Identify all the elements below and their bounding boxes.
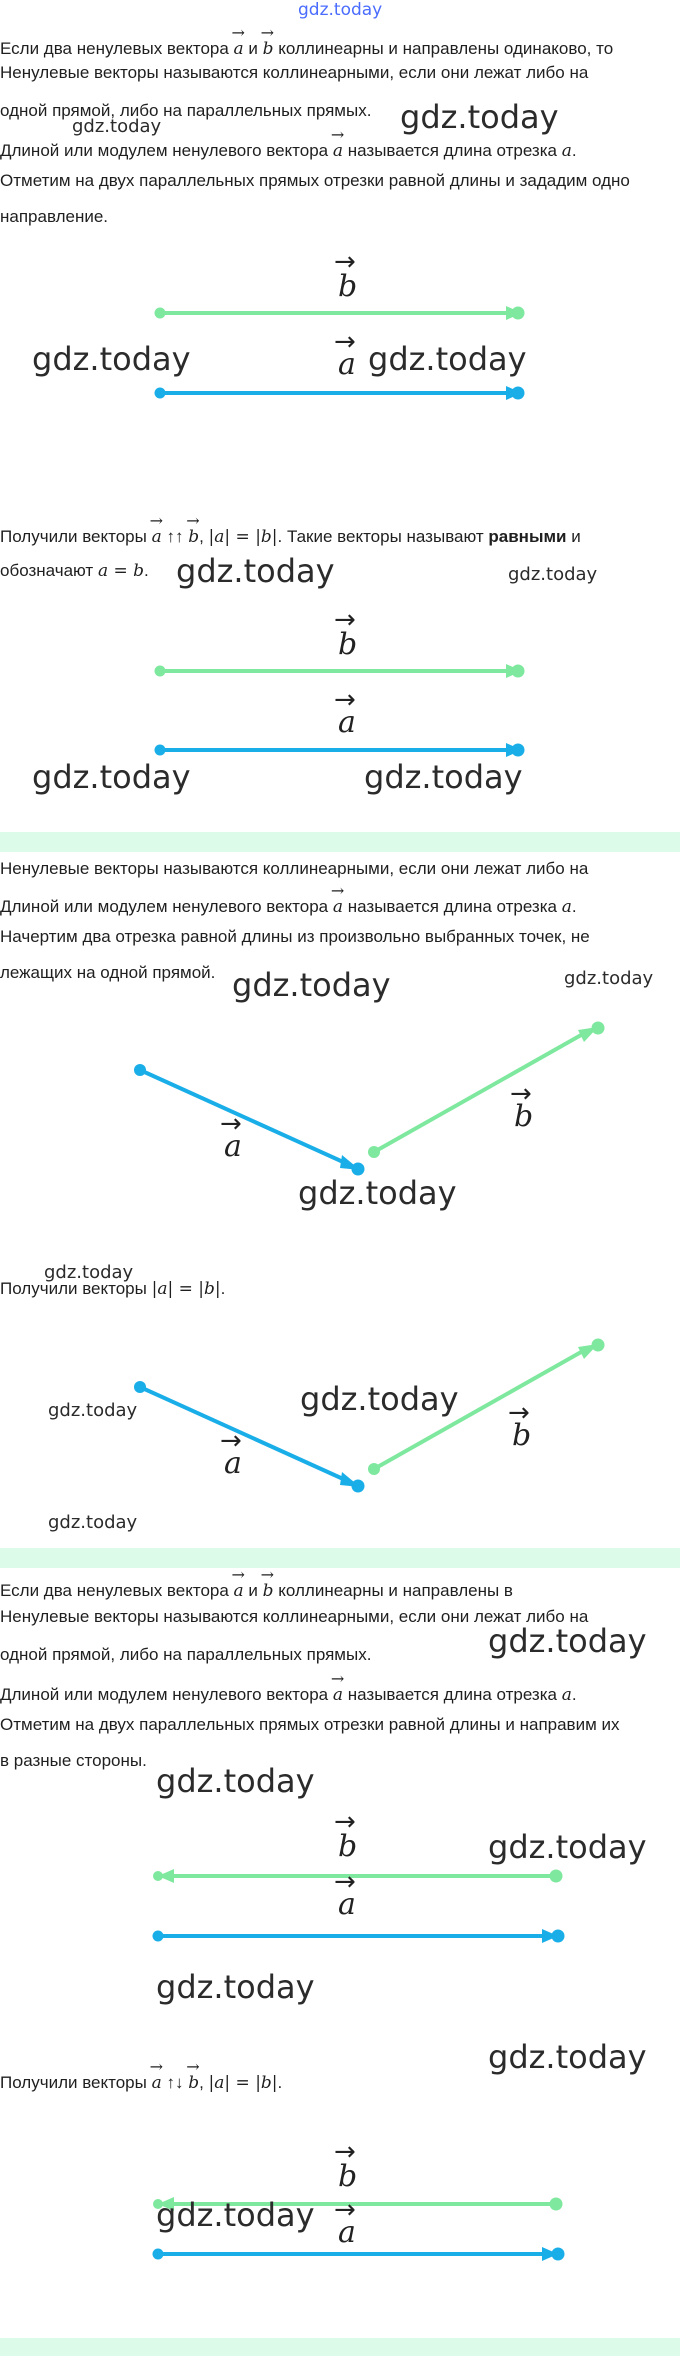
paragraph: Ненулевые векторы называются коллинеарными, если они лежат либо на (0, 859, 589, 878)
vector-label-a: a (338, 2215, 356, 2250)
watermark: gdz.today (368, 340, 527, 378)
paragraph: обозначают a = b. (0, 561, 149, 581)
watermark: gdz.today (176, 552, 335, 590)
watermark: gdz.today (48, 1512, 138, 1533)
paragraph: лежащих на одной прямой. (0, 963, 216, 982)
watermark: gdz.today (72, 116, 162, 137)
vector-a-start (155, 388, 166, 399)
watermark: gdz.today (156, 1968, 315, 2006)
paragraph: Длиной или модулем ненулевого вектора → a называется длина отрезка a. (0, 890, 680, 918)
watermark: gdz.today (32, 340, 191, 378)
watermark: gdz.today (488, 1828, 647, 1866)
vector-label-a: a (224, 1129, 242, 1164)
watermark: gdz.today (400, 98, 559, 136)
paragraph: Ненулевые векторы называются коллинеарными, если они лежат либо на (0, 63, 589, 82)
vector-diagram (0, 1010, 680, 1190)
paragraph: Получили векторы → a ↑↓ → b, |a| = |b|. (0, 2066, 680, 2094)
watermark: gdz.today (156, 2196, 315, 2234)
vector-b: → b (263, 32, 274, 60)
paragraph: Длиной или модулем ненулевого вектора → a называется длина отрезка a. (0, 1678, 680, 1706)
vector-label-b: b (338, 627, 358, 662)
paragraph: направление. (0, 207, 109, 226)
paragraph: Начертим два отрезка равной длины из произвольно выбранных точек, не (0, 927, 590, 946)
watermark: gdz.today (32, 758, 191, 796)
paragraph: Получили векторы → a ↑↑ → b, |a| = |b|. Такие векторы называют равными и (0, 520, 680, 548)
paragraph: в разные стороны. (0, 1751, 147, 1770)
paragraph: Получили векторы |a| = |b|. (0, 1279, 226, 1299)
vector-diagram (0, 608, 680, 768)
watermark: gdz.today (508, 564, 598, 585)
paragraph: Если два ненулевых вектора → a и → b коллинеарны и направлены в (0, 1574, 680, 1602)
watermark: gdz.today (44, 1262, 134, 1283)
watermark: gdz.today (48, 1400, 138, 1421)
watermark: gdz.today (298, 1174, 457, 1212)
paragraph: одной прямой, либо на параллельных прямых. (0, 1645, 372, 1664)
vector-label-b: b (514, 1099, 534, 1134)
vector-b-end (512, 307, 525, 320)
paragraph: Если два ненулевых вектора → a и → b коллинеарны и направлены одинаково, то (0, 32, 680, 60)
vector-label-a: a (338, 1887, 356, 1922)
svg-text:→: → (334, 608, 356, 635)
watermark: gdz.today (300, 1380, 459, 1418)
svg-text:→: → (220, 1109, 242, 1139)
svg-text:→: → (220, 1426, 242, 1456)
watermark: gdz.today (232, 966, 391, 1004)
vector-diagram (0, 250, 680, 410)
watermark: gdz.today (488, 2038, 647, 2076)
svg-text:→: → (334, 2195, 356, 2225)
paragraph: Ненулевые векторы называются коллинеарными, если они лежат либо на (0, 1607, 589, 1626)
vector-label-a: a (338, 347, 356, 382)
svg-text:→: → (334, 327, 356, 357)
vector-label-b: b (338, 269, 358, 304)
paragraph: Длиной или модулем ненулевого вектора → a называется длина отрезка a. (0, 134, 680, 162)
watermark: gdz.today (564, 968, 654, 989)
vector-label-a: a (338, 705, 356, 740)
vector-label-a: a (224, 1446, 242, 1481)
vector-b-start (155, 308, 166, 319)
svg-text:→: → (334, 2140, 356, 2167)
paragraph: Отметим на двух параллельных прямых отрезки равной длины и направим их (0, 1715, 620, 1734)
section-divider (0, 832, 680, 852)
watermark: gdz.today (364, 758, 523, 796)
vector-label-b: b (338, 1829, 358, 1864)
svg-text:→: → (334, 685, 356, 715)
svg-text:→: → (508, 1398, 530, 1428)
svg-text:→: → (334, 1867, 356, 1897)
paragraph: одной прямой, либо на параллельных прямых. (0, 101, 372, 120)
section-divider (0, 2338, 680, 2356)
vector-a: → a (234, 32, 244, 60)
svg-text:→: → (510, 1079, 532, 1109)
section-divider (0, 1548, 680, 1568)
watermark: gdz.today (298, 0, 383, 20)
paragraph: Отметим на двух параллельных прямых отрезки равной длины и зададим одно (0, 171, 630, 190)
vector-label-b: b (512, 1418, 532, 1453)
vector-a-end (512, 387, 525, 400)
svg-text:→: → (334, 1810, 356, 1837)
vector-label-b: b (338, 2159, 358, 2194)
vector-diagram (0, 2140, 680, 2280)
watermark: gdz.today (156, 1762, 315, 1800)
svg-text:→: → (334, 250, 356, 277)
watermark: gdz.today (488, 1622, 647, 1660)
